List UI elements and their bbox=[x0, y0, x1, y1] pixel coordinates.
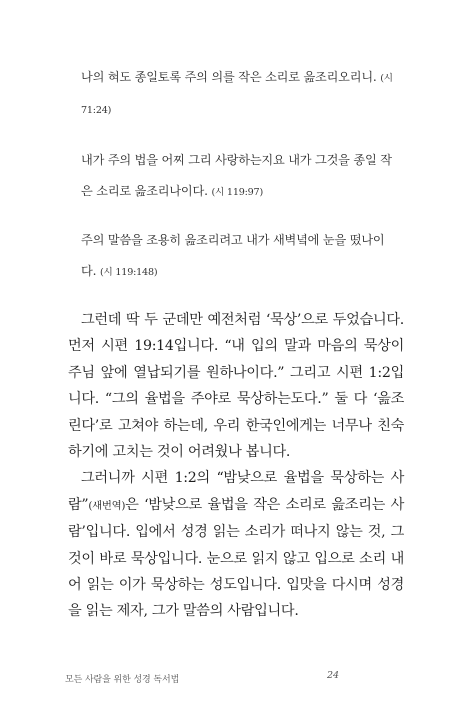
running-footer-title: 모든 사람을 위한 성경 독서법 bbox=[65, 675, 180, 685]
scripture-quote-3 bbox=[81, 225, 399, 288]
translation-note: (새번역) bbox=[88, 499, 126, 512]
page-number: 24 bbox=[327, 670, 340, 681]
scripture-quote-1 bbox=[81, 62, 399, 126]
quote-text: 나의 혀도 종일토록 주의 의를 작은 소리로 읊조리오리니. bbox=[81, 70, 377, 84]
quote-text: 내가 주의 법을 어찌 그리 사랑하는지요 내가 그것을 종일 작은 소리로 읊조리나이다. bbox=[81, 153, 392, 198]
paragraph-2-rest: 은 ‘밤낮으로 율법을 작은 소리로 읊조리는 사람’입니다. 입에서 성경 읽는 소리가 떠나지 않는 것, 그것이 바로 묵상입니다. 눈으로 읽지 않고 입으로 소리 내어 읽는 이가 묵상하는 성도입니다. 입맛을 다시며 성경을 읽는 제자, 그가 말씀의 사람입니다. bbox=[68, 496, 404, 620]
scripture-quote-2 bbox=[81, 145, 399, 208]
body-text bbox=[68, 307, 404, 625]
paragraph-2-lead: 그러니까 시편 1:2의 “밤낮으로 율법을 묵상하는 사람” bbox=[68, 470, 404, 513]
quote-reference: (시 119:148) bbox=[99, 267, 158, 278]
paragraph-2 bbox=[68, 465, 404, 624]
quote-reference: (시 71:24) bbox=[81, 73, 393, 116]
quote-reference: (시 119:97) bbox=[211, 187, 264, 198]
quote-text: 주의 말씀을 조용히 읊조리려고 내가 새벽녘에 눈을 떴나이다. bbox=[81, 233, 385, 278]
paragraph-1: 그런데 딱 두 군데만 예전처럼 ‘묵상’으로 두었습니다. 먼저 시편 19:14입니다. “내 입의 말과 마음의 묵상이 주님 앞에 열납되기를 원하나이다.” 그리고 시편 1:2입니다. “그의 율법을 주야로 묵상하는도다.” 둘 다 ‘읊조린다’로 고쳐야 하는데, 우리 한국인에게는 너무나 친숙하기에 고치는 것이 어려웠나 봅니다. bbox=[68, 312, 404, 461]
